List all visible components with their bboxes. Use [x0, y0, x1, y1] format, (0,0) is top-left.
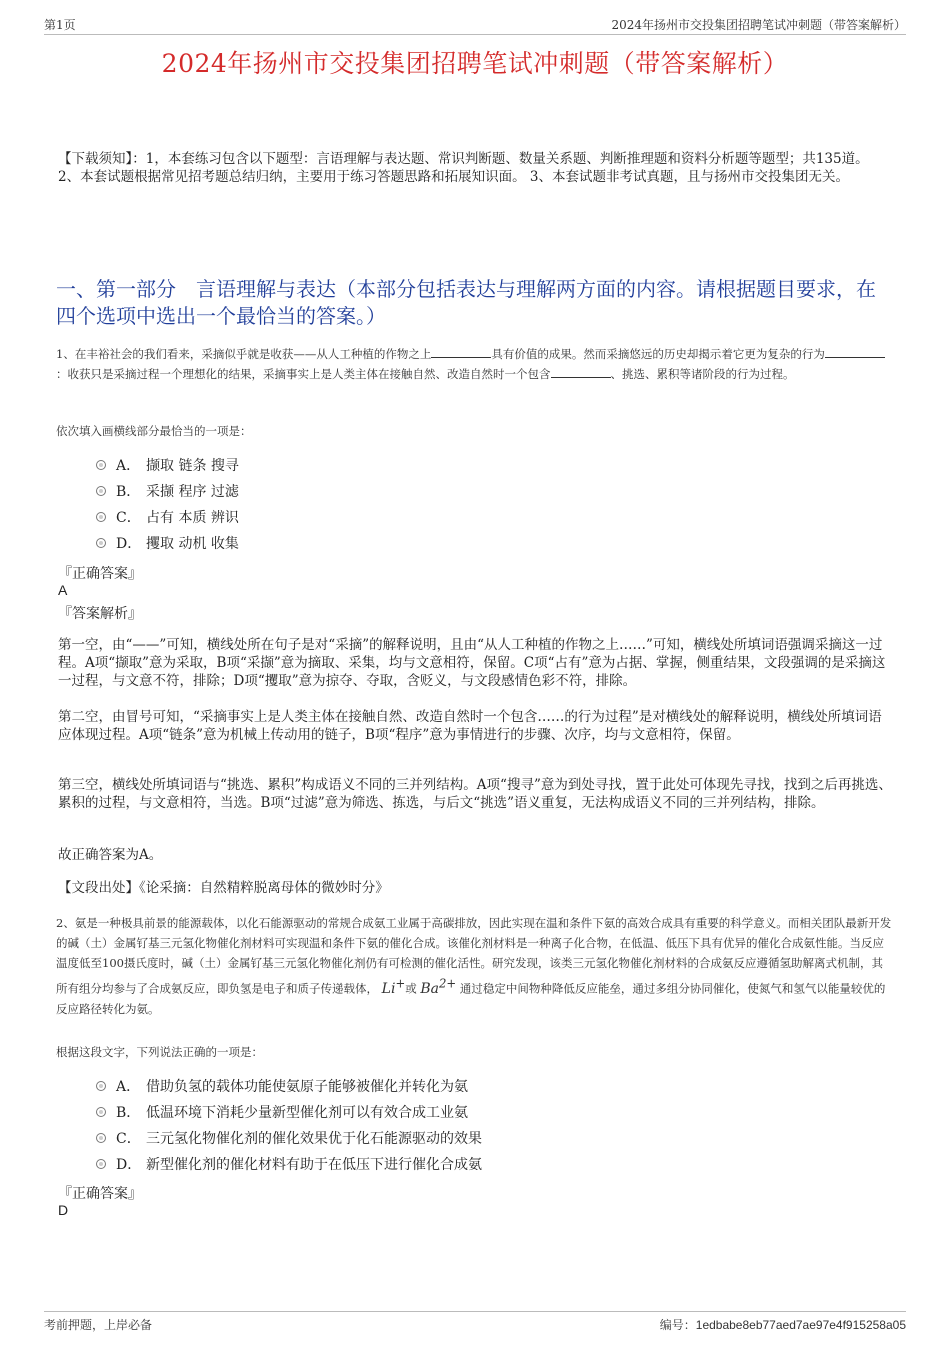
analysis-conclusion: 故正确答案为A。 [58, 847, 163, 863]
option-letter: D． [116, 536, 142, 552]
question-1-text [56, 344, 894, 384]
option-text: 低温环境下消耗少量新型催化剂可以有效合成工业氨 [146, 1105, 468, 1121]
radio-icon[interactable] [96, 1107, 106, 1117]
radio-icon[interactable] [96, 1081, 106, 1091]
document-title: 2024年扬州市交投集团招聘笔试冲刺题（带答案解析） [161, 49, 789, 78]
barium-ion-formula: $Ba^{2+}$ [420, 976, 457, 997]
download-notice: 【下载须知】：1，本套练习包含以下题型：言语理解与表达题、常识判断题、数量关系题、判断推理题和资料分析题等题型；共135道。 2、本套试题根据常见招考题总结归纳，主要用于练习答题思路和拓展知识面。 3、本套试题非考试真题，且与扬州市交投集团无关。 [58, 151, 869, 185]
fill-blank-1 [431, 345, 491, 358]
option-text: 采撷 程序 过滤 [146, 484, 239, 500]
radio-icon[interactable] [96, 1133, 106, 1143]
document-code: 1edbabe8eb77aed7ae97e4f915258a05 [695, 1318, 906, 1332]
page-number: 第1页 [44, 18, 76, 32]
option-d[interactable] [96, 530, 239, 556]
q1-text-part-b: 具有价值的成果。然而采摘悠远的历史却揭示着它更为复杂的行为 [491, 347, 825, 361]
question-2-options [96, 1073, 482, 1177]
option-letter: B． [116, 1105, 141, 1121]
analysis-label: 『答案解析』 [58, 606, 142, 622]
option-text: 三元氢化物催化剂的催化效果优于化石能源驱动的效果 [146, 1131, 482, 1147]
option-b[interactable] [96, 478, 239, 504]
option-letter: A． [116, 1079, 141, 1095]
analysis-paragraph-3: 第三空，横线处所填词语与“挑选、累积”构成语义不同的三并列结构。A项“搜寻”意为到处寻找，置于此处可体现先寻找，找到之后再挑选、累积的过程，与文意相符，当选。B项“过滤”意为筛选、拣选，与后文“挑选”语义重复，无法构成语义不同的三并列结构，排除。 [58, 777, 892, 811]
code-label: 编号： [659, 1318, 696, 1332]
option-letter: D． [116, 1157, 142, 1173]
q2-text-part-a: 2、氨是一种极具前景的能源载体，以化石能源驱动的常规合成氨工业属于高碳排放，因此实现在温和条件下氨的高效合成具有重要的科学意义。而相关团队最新开发的碱（土）金属钌基三元氢化物催化剂材料可实现温和条件下氨的催化合成。该催化剂材料是一种离子化合物，在低温、低压下具有优异的催化合成氨性能。当反应温度低至100摄氏度时，碱（土）金属钌基三元氢化物催化剂仍有可检测的催化活性。研究发现，该类三元氢化物催化剂材料的合成氨反应遵循氢助解离式机制，其所有组分均参与了合成氨反应，即负氢是电子和质子传递载体， [56, 916, 892, 996]
radio-icon[interactable] [96, 460, 106, 470]
q1-text-part-d: 、挑选、累积等诸阶段的行为过程。 [610, 367, 795, 381]
option-c[interactable] [96, 1125, 482, 1151]
question-2-prompt: 根据这段文字，下列说法正确的一项是： [56, 1045, 263, 1059]
q1-text-part-c: ：收获只是采摘过程一个理想化的结果，采摘事实上是人类主体在接触自然、改造自然时一个包含 [56, 367, 551, 381]
option-a[interactable] [96, 1073, 482, 1099]
fill-blank-2 [825, 345, 885, 358]
question-1-prompt: 依次填入画横线部分最恰当的一项是： [56, 424, 252, 438]
q1-text-part-a: 1、在丰裕社会的我们看来，采摘似乎就是收获——从人工种植的作物之上 [56, 347, 432, 361]
option-letter: C． [116, 510, 141, 526]
source-citation: 【文段出处】《论采摘：自然精粹脱离母体的微妙时分》 [58, 880, 389, 896]
correct-answer: A [58, 582, 68, 598]
option-text: 占有 本质 辨识 [146, 510, 239, 526]
or-word: 或 [405, 981, 417, 996]
question-1-options [96, 452, 239, 556]
fill-blank-3 [551, 365, 611, 378]
page-header [44, 14, 906, 35]
analysis-paragraph-2: 第二空，由冒号可知，“采摘事实上是人类主体在接触自然、改造自然时一个包含……的行为过程”是对横线处的解释说明，横线处所填词语应体现过程。A项“链条”意为机械上传动用的链子，B项“程序”意为事情进行的步骤、次序，均与文意相符，保留。 [58, 709, 882, 743]
header-doc-title: 2024年扬州市交投集团招聘笔试冲刺题（带答案解析） [611, 18, 906, 32]
page-footer [44, 1311, 906, 1332]
correct-answer: D [58, 1202, 69, 1218]
question-2-text [56, 913, 894, 1019]
radio-icon[interactable] [96, 538, 106, 548]
footer-slogan: 考前押题，上岸必备 [44, 1318, 153, 1332]
radio-icon[interactable] [96, 486, 106, 496]
option-text: 撷取 链条 搜寻 [146, 458, 239, 474]
radio-icon[interactable] [96, 1159, 106, 1169]
option-letter: B． [116, 484, 141, 500]
option-a[interactable] [96, 452, 239, 478]
correct-answer-label: 『正确答案』 [58, 1186, 142, 1202]
lithium-ion-formula: Li+ [381, 976, 406, 997]
option-letter: C． [116, 1131, 141, 1147]
option-text: 攫取 动机 收集 [146, 536, 239, 552]
option-letter: A． [116, 458, 141, 474]
radio-icon[interactable] [96, 512, 106, 522]
footer-code [660, 1316, 906, 1333]
analysis-paragraph-1: 第一空，由“——”可知，横线处所在句子是对“采摘”的解释说明，且由“从人工种植的作物之上……”可知，横线处所填词语强调采摘这一过程。A项“撷取”意为采取，B项“采撷”意为摘取、采集，均与文意相符，保留。C项“占有”意为占据、掌握，侧重结果，文段强调的是采摘这一过程，与文意不符，排除；D项“攫取”意为掠夺、夺取，含贬义，与文段感情色彩不符，排除。 [58, 637, 886, 689]
option-text: 借助负氢的载体功能使氨原子能够被催化并转化为氨 [146, 1079, 468, 1095]
section-title: 一、第一部分 言语理解与表达（本部分包括表达与理解两方面的内容。请根据题目要求，在四个选项中选出一个最恰当的答案。） [56, 277, 876, 328]
option-c[interactable] [96, 504, 239, 530]
q2-text-part-b: 通过稳定中间物种降低反应能垒，通过多组分协同催化，使氮气和氢气以能量较优的反应路径转化为氨。 [56, 981, 886, 1016]
option-d[interactable] [96, 1151, 482, 1177]
correct-answer-label: 『正确答案』 [58, 566, 142, 582]
option-text: 新型催化剂的催化材料有助于在低压下进行催化合成氨 [146, 1157, 482, 1173]
option-b[interactable] [96, 1099, 482, 1125]
